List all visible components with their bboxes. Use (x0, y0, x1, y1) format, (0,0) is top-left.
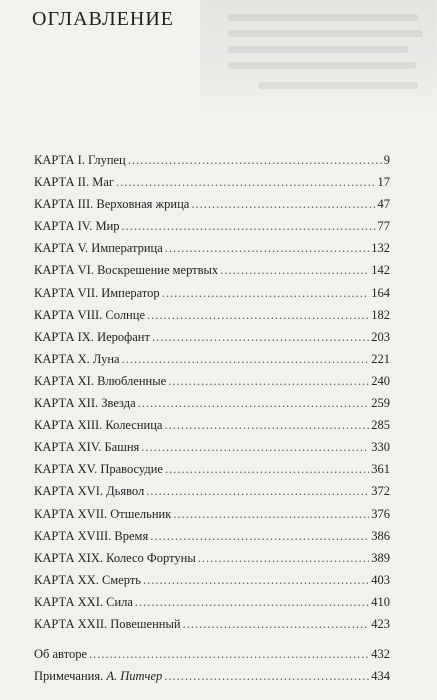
toc-entry-page: 9 (383, 153, 390, 167)
toc-entry-page: 142 (371, 263, 390, 278)
toc-entry-page: 403 (371, 572, 390, 587)
toc-entry (34, 196, 390, 218)
dot-leader (220, 262, 369, 278)
toc-entry-page: 132 (371, 241, 390, 256)
toc-entry-page: 434 (371, 669, 390, 684)
dot-leader (168, 373, 369, 389)
toc-entry-notes (34, 668, 390, 690)
toc-entry-label: КАРТА V. Императрица (34, 241, 163, 256)
dot-leader (147, 307, 369, 323)
dot-leader (191, 196, 375, 212)
toc-entry-label: КАРТА VI. Воскрешение мертвых (34, 263, 219, 278)
toc-entry-label: КАРТА XXI. Сила (34, 594, 133, 609)
toc-entry-page: 285 (371, 418, 390, 433)
toc-entry-page: 389 (371, 550, 390, 565)
dot-leader (138, 395, 370, 411)
dot-leader (122, 218, 376, 234)
toc-entry (34, 528, 390, 550)
show-through-line (228, 30, 423, 37)
toc-entry (34, 329, 390, 351)
toc-entry (34, 594, 390, 616)
toc-entry-page: 240 (371, 373, 390, 388)
toc-entry-page: 361 (371, 462, 390, 477)
toc-entry-label: КАРТА IX. Иерофант (34, 329, 150, 344)
toc-entry (34, 218, 390, 240)
notes-label: Примечания. (34, 669, 104, 684)
dot-leader (122, 351, 370, 367)
toc-entry-page: 423 (371, 616, 390, 631)
show-through-line (228, 62, 416, 69)
table-of-contents (34, 152, 390, 690)
toc-entry (34, 417, 390, 439)
dot-leader (128, 152, 382, 168)
toc-entry-page: 330 (371, 440, 390, 455)
toc-entry-label: КАРТА XVI. Дьявол (34, 484, 145, 499)
toc-entry (34, 461, 390, 483)
dot-leader (150, 528, 369, 544)
toc-entry-label: КАРТА VIII. Солнце (34, 307, 145, 322)
toc-entry-about-author (34, 646, 390, 668)
toc-entry-page: 182 (371, 307, 390, 322)
toc-entry-page: 17 (377, 175, 390, 190)
dot-leader (165, 240, 370, 256)
dot-leader (143, 572, 369, 588)
dot-leader (141, 439, 369, 455)
toc-entry (34, 550, 390, 572)
toc-entry (34, 174, 390, 196)
toc-entry-page: 77 (377, 219, 390, 234)
notes-author: А. Питчер (106, 669, 163, 684)
show-through-line (228, 14, 418, 21)
dot-leader (152, 329, 369, 345)
toc-entry-label: Об авторе (34, 647, 87, 662)
toc-entry-page: 410 (371, 594, 390, 609)
toc-entry-label: КАРТА XIX. Колесо Фортуны (34, 550, 196, 565)
toc-entry (34, 572, 390, 594)
toc-entry-label: КАРТА XX. Смерть (34, 572, 141, 587)
toc-entry-page: 372 (371, 484, 390, 499)
toc-entry-label (34, 668, 162, 684)
toc-entry (34, 262, 390, 284)
toc-entry-page: 432 (371, 647, 390, 662)
toc-entry-page: 203 (371, 329, 390, 344)
toc-entry-page: 164 (371, 285, 390, 300)
toc-entry (34, 152, 390, 174)
toc-entry (34, 506, 390, 528)
dot-leader (198, 550, 369, 566)
dot-leader (135, 594, 369, 610)
toc-entry-label: КАРТА XIII. Колесница (34, 418, 163, 433)
dot-leader (165, 461, 369, 477)
toc-entry-label: КАРТА XV. Правосудие (34, 462, 163, 477)
toc-entry (34, 395, 390, 417)
toc-entry (34, 373, 390, 395)
toc-entry-label: КАРТА XI. Влюбленные (34, 373, 167, 388)
toc-entry-page: 47 (377, 197, 390, 212)
dot-leader (116, 174, 376, 190)
toc-entry-label: КАРТА VII. Император (34, 285, 160, 300)
dot-leader (183, 616, 370, 632)
toc-entry-label: КАРТА II. Маг (34, 175, 114, 190)
toc-entry-label: КАРТА XII. Звезда (34, 396, 136, 411)
toc-entry-page: 259 (371, 396, 390, 411)
toc-entry-label: КАРТА XVIII. Время (34, 528, 149, 543)
toc-entry-label: КАРТА XVII. Отшельник (34, 506, 172, 521)
toc-entry-label: КАРТА I. Глупец (34, 153, 126, 167)
toc-entry-page: 221 (371, 351, 390, 366)
toc-entry-page: 376 (371, 506, 390, 521)
toc-entry (34, 483, 390, 505)
show-through-line (258, 82, 418, 89)
page-title: ОГЛАВЛЕНИЕ (32, 8, 174, 30)
toc-entry-page: 386 (371, 528, 390, 543)
toc-entry (34, 439, 390, 461)
toc-entry (34, 240, 390, 262)
dot-leader (89, 646, 369, 662)
toc-entry (34, 285, 390, 307)
toc-entry (34, 616, 390, 638)
dot-leader (173, 506, 369, 522)
toc-entry-label: КАРТА III. Верховная жрица (34, 197, 190, 212)
dot-leader (162, 285, 370, 301)
toc-entry (34, 351, 390, 373)
show-through-line (228, 46, 408, 53)
dot-leader (146, 483, 369, 499)
toc-entry-label: КАРТА X. Луна (34, 351, 120, 366)
toc-entry-label: КАРТА XIV. Башня (34, 440, 140, 455)
toc-entry (34, 307, 390, 329)
dot-leader (164, 668, 369, 684)
dot-leader (164, 417, 369, 433)
toc-entry-label: КАРТА XXII. Повешенный (34, 616, 181, 631)
toc-entry-label: КАРТА IV. Мир (34, 219, 120, 234)
